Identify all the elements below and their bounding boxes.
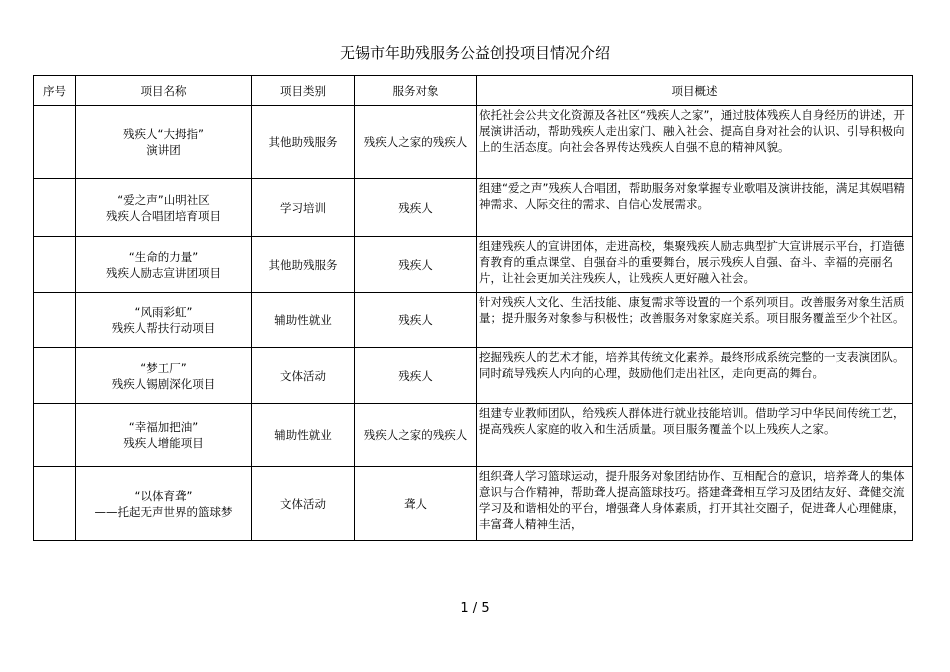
cell-summary: 组建“爱之声”残疾人合唱团，帮助服务对象掌握专业歌唱及演讲技能，满足其娱唱精神需求、人际交往的需求、自信心发展需求。 — [477, 179, 913, 237]
header-name: 项目名称 — [76, 76, 252, 106]
project-table — [33, 75, 913, 541]
cell-summary: 组织聋人学习篮球运动，提升服务对象团结协作、互相配合的意识，培养聋人的集体意识与合作精神，帮助聋人提高篮球技巧。搭建聋聋相互学习及团结友好、聋健交流学习及和谐相处的平台，增强聋人身体素质，打开其社交圈子，促进聋人心理健康，丰富聋人精神生活， — [477, 467, 913, 541]
cell-name — [76, 237, 252, 293]
cell-index — [34, 404, 76, 467]
cell-target: 残疾人之家的残疾人 — [355, 106, 477, 179]
project-name-line2: 残疾人增能项目 — [123, 436, 204, 450]
cell-index — [34, 179, 76, 237]
project-name-line2: 残疾人合唱团培育项目 — [106, 208, 221, 223]
cell-name — [76, 348, 252, 404]
cell-target: 聋人 — [355, 467, 477, 541]
cell-index — [34, 237, 76, 293]
table-row — [34, 467, 913, 541]
cell-target: 残疾人之家的残疾人 — [355, 404, 477, 467]
header-category: 项目类别 — [252, 76, 355, 106]
cell-index — [34, 348, 76, 404]
cell-index — [34, 293, 76, 348]
cell-summary: 针对残疾人文化、生活技能、康复需求等设置的一个系列项目。改善服务对象生活质量；提升服务对象参与积极性；改善服务对象家庭关系。项目服务覆盖至少个社区。 — [477, 293, 913, 348]
cell-name — [76, 467, 252, 541]
table-row — [34, 237, 913, 293]
header-summary: 项目概述 — [477, 76, 913, 106]
project-name-line2: ——托起无声世界的篮球梦 — [94, 504, 233, 519]
cell-summary: 组建专业教师团队，给残疾人群体进行就业技能培训。借助学习中华民间传统工艺，提高残疾人家庭的收入和生活质量。项目服务覆盖个以上残疾人之家。 — [477, 404, 913, 467]
project-name-line2: 演讲团 — [146, 143, 181, 157]
table-row — [34, 293, 913, 348]
cell-summary: 组建残疾人的宣讲团体，走进高校，集聚残疾人励志典型扩大宣讲展示平台，打造德育教育的重点课堂、自强奋斗的重要舞台，展示残疾人自强、奋斗、幸福的亮丽名片，让社会更加关注残疾人，让残疾人更好融入社会。 — [477, 237, 913, 293]
cell-summary: 挖掘残疾人的艺术才能，培养其传统文化素养。最终形成系统完整的一支表演团队。同时疏导残疾人内向的心理，鼓励他们走出社区，走向更高的舞台。 — [477, 348, 913, 404]
cell-category: 辅助性就业 — [252, 404, 355, 467]
table-row — [34, 348, 913, 404]
cell-name — [76, 404, 252, 467]
cell-target: 残疾人 — [355, 179, 477, 237]
header-target: 服务对象 — [355, 76, 477, 106]
cell-name — [76, 293, 252, 348]
project-name-line2: 残疾人锡剧深化项目 — [111, 376, 216, 391]
cell-summary: 依托社会公共文化资源及各社区“残疾人之家”，通过肢体残疾人自身经历的讲述，开展演讲活动，帮助残疾人走出家门、融入社会、提高自身对社会的认识、引导积极向上的生活态度。向社会各界传达残疾人自强不息的精神风貌。 — [477, 106, 913, 179]
table-header-row — [34, 76, 913, 106]
cell-category: 文体活动 — [252, 467, 355, 541]
project-name-line1: “梦工厂” — [140, 360, 187, 375]
cell-target: 残疾人 — [355, 237, 477, 293]
project-name-line1: “生命的力量” — [128, 249, 199, 264]
page-number: 1 / 5 — [460, 601, 490, 616]
cell-name — [76, 179, 252, 237]
cell-category: 其他助残服务 — [252, 106, 355, 179]
cell-category: 其他助残服务 — [252, 237, 355, 293]
table-row — [34, 404, 913, 467]
cell-name — [76, 106, 252, 179]
cell-category: 文体活动 — [252, 348, 355, 404]
cell-index — [34, 106, 76, 179]
table-row — [34, 106, 913, 179]
cell-category: 辅助性就业 — [252, 293, 355, 348]
project-name-line2: 残疾人帮扶行动项目 — [111, 321, 216, 335]
page-title: 无锡市年助残服务公益创投项目情况介绍 — [339, 44, 610, 62]
project-name-line1: “幸福加把油” — [128, 420, 199, 434]
project-name-line1: 残疾人“大拇指” — [123, 127, 204, 141]
project-name-line2: 残疾人励志宣讲团项目 — [106, 265, 221, 280]
cell-target: 残疾人 — [355, 293, 477, 348]
cell-target: 残疾人 — [355, 348, 477, 404]
project-name-line1: “以体育聋” — [134, 488, 193, 503]
project-name-line1: “爱之声”山明社区 — [117, 192, 210, 207]
cell-index — [34, 467, 76, 541]
cell-category: 学习培训 — [252, 179, 355, 237]
table-row — [34, 179, 913, 237]
header-index: 序号 — [34, 76, 76, 106]
project-name-line1: “风雨彩虹” — [134, 305, 193, 319]
